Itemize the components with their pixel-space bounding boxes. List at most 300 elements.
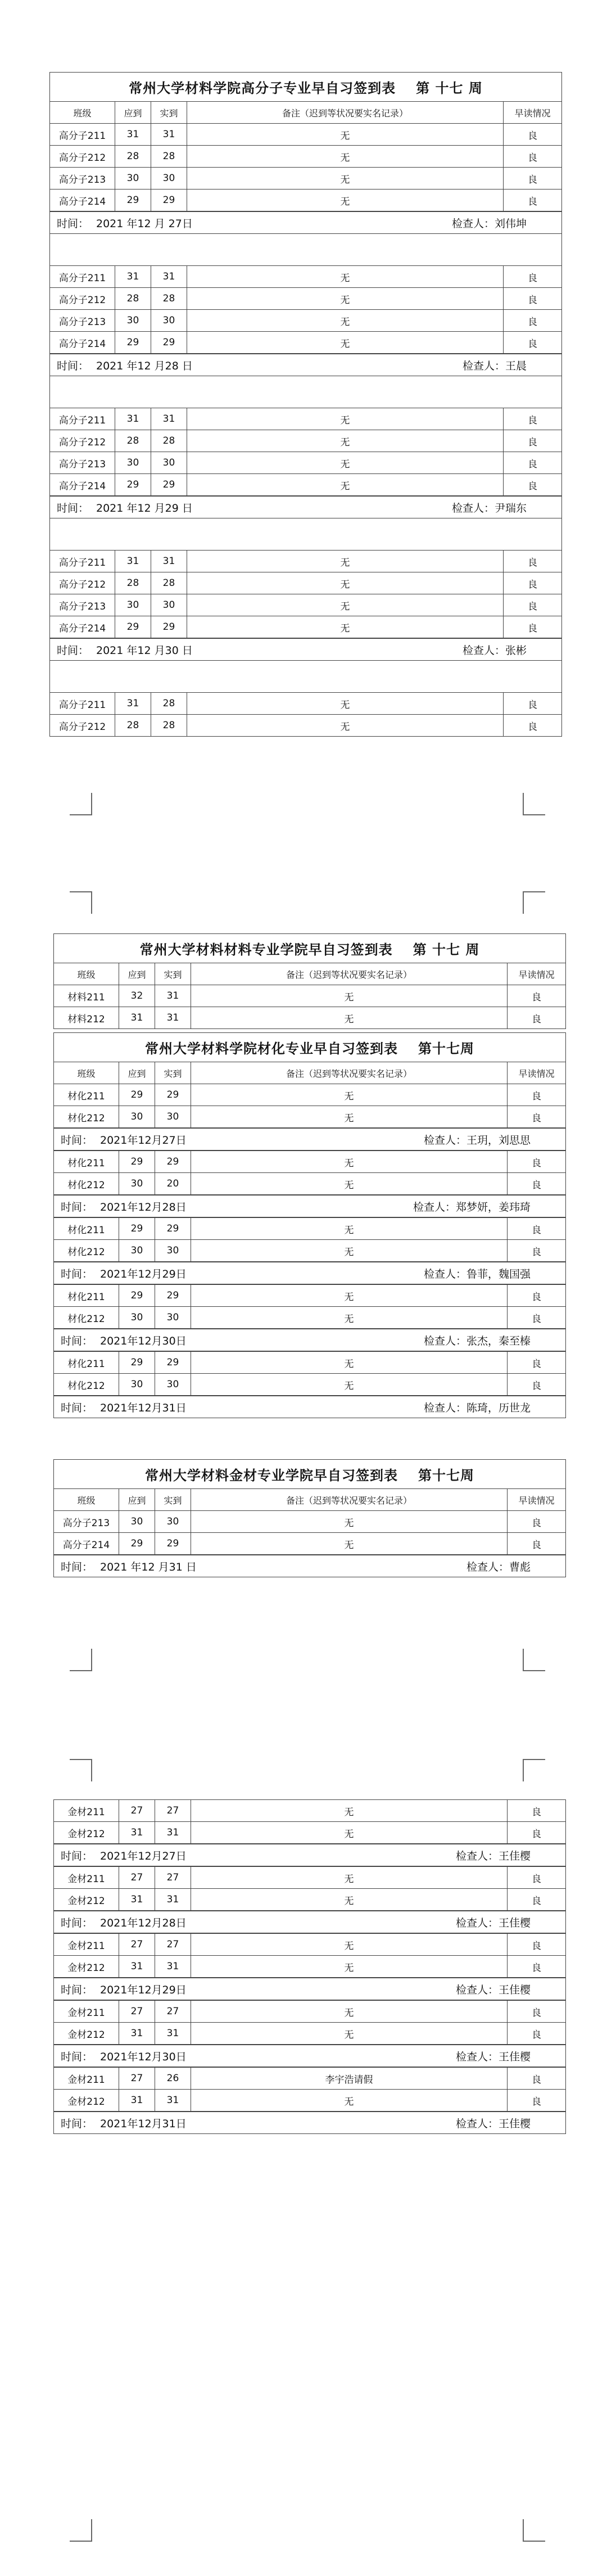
- class-cell: 高分子213: [50, 452, 115, 474]
- attendance-table: [49, 692, 562, 737]
- reading-cell: 良: [504, 332, 562, 354]
- sign-footer: [53, 1396, 566, 1418]
- reading-cell: 良: [504, 474, 562, 496]
- should-cell: 29: [119, 1285, 155, 1307]
- reading-cell: 良: [508, 2068, 566, 2090]
- actual-cell: 31: [155, 1956, 191, 1978]
- actual-cell: 30: [151, 452, 187, 474]
- header-cls: 班级: [54, 1062, 119, 1084]
- table-row: [50, 594, 562, 616]
- class-cell: 材化211: [54, 1218, 119, 1240]
- reading-cell: 良: [508, 985, 566, 1007]
- header-note: 备注（迟到等状况要实名记录）: [191, 1062, 508, 1084]
- actual-cell: 29: [155, 1084, 191, 1106]
- date-text: 2021 年12 月30 日: [96, 644, 193, 657]
- class-cell: 材化212: [54, 1374, 119, 1396]
- class-cell: 金材212: [54, 1956, 119, 1978]
- reading-cell: 良: [508, 1218, 566, 1240]
- inspector-text: 检查人：郑梦妍，姜玮琦: [413, 1201, 531, 1213]
- header-read: 早读情况: [508, 1062, 566, 1084]
- class-cell: 材化212: [54, 1106, 119, 1128]
- should-cell: 29: [119, 1533, 155, 1555]
- note-cell: 无: [191, 985, 508, 1007]
- note-cell: 无: [191, 1533, 508, 1555]
- time-label: 时间：: [61, 1201, 93, 1213]
- table-row: [54, 1822, 566, 1844]
- table-row: [54, 2068, 566, 2090]
- should-cell: 31: [115, 266, 151, 288]
- class-cell: 高分子212: [50, 288, 115, 310]
- note-cell: 无: [191, 1307, 508, 1329]
- reading-cell: 良: [508, 2001, 566, 2023]
- time-label: 时间：: [57, 644, 89, 657]
- crop-mark: [70, 1649, 92, 1671]
- reading-cell: 良: [508, 1240, 566, 1262]
- table-materials: [53, 933, 566, 1029]
- time-label: 时间：: [61, 1849, 93, 1862]
- actual-cell: 29: [155, 1285, 191, 1307]
- should-cell: 29: [115, 332, 151, 354]
- note-cell: 无: [191, 1151, 508, 1173]
- actual-cell: 28: [151, 146, 187, 168]
- header-read: 早读情况: [504, 102, 562, 124]
- actual-cell: 31: [155, 985, 191, 1007]
- actual-cell: 29: [155, 1151, 191, 1173]
- sign-footer: [49, 638, 562, 661]
- table-header-row: [50, 102, 562, 124]
- time-label: 时间：: [61, 1916, 93, 1929]
- table-row: [50, 474, 562, 496]
- note-cell: 无: [187, 146, 504, 168]
- inspector-text: 检查人：王玥，刘思思: [423, 1134, 531, 1147]
- attendance-table: [49, 265, 562, 354]
- attendance-table: [53, 1284, 566, 1329]
- attendance-table: [49, 408, 562, 496]
- sign-footer: [53, 1555, 566, 1577]
- should-cell: 29: [115, 616, 151, 638]
- spacer: [49, 661, 562, 692]
- note-cell: 无: [187, 693, 504, 715]
- table-title: 常州大学材料材料专业学院早自习签到表 第 十七 周: [53, 933, 566, 963]
- table-row: [54, 1285, 566, 1307]
- actual-cell: 30: [155, 1240, 191, 1262]
- header-actual: 实到: [155, 1489, 191, 1511]
- table-title: 常州大学材料学院高分子专业早自习签到表 第 十七 周: [49, 72, 562, 101]
- should-cell: 28: [115, 146, 151, 168]
- crop-mark: [523, 1759, 545, 1781]
- table-metals: [53, 1459, 566, 1577]
- table-row: [50, 572, 562, 594]
- reading-cell: 良: [508, 1822, 566, 1844]
- actual-cell: 29: [151, 190, 187, 211]
- sign-footer: [49, 354, 562, 376]
- actual-cell: 30: [151, 594, 187, 616]
- inspector-text: 检查人：张杰，秦至榛: [423, 1334, 531, 1347]
- should-cell: 27: [119, 1867, 155, 1889]
- reading-cell: 良: [504, 310, 562, 332]
- sign-footer: [53, 2112, 566, 2134]
- attendance-table: [53, 1799, 566, 1844]
- inspector-text: 检查人：王佳樱: [455, 2050, 531, 2063]
- spacer: [49, 234, 562, 265]
- note-cell: 无: [191, 1867, 508, 1889]
- actual-cell: 31: [155, 1889, 191, 1911]
- note-cell: 无: [191, 1374, 508, 1396]
- reading-cell: 良: [508, 1800, 566, 1822]
- actual-cell: 31: [155, 1007, 191, 1029]
- table-title: 常州大学材料学院材化专业早自习签到表 第十七周: [53, 1032, 566, 1062]
- table-row: [50, 616, 562, 638]
- time-label: 时间：: [61, 1334, 93, 1347]
- inspector-text: 检查人：陈琦，历世龙: [423, 1401, 531, 1414]
- should-cell: 31: [119, 1889, 155, 1911]
- table-row: [54, 1173, 566, 1195]
- table-row: [50, 168, 562, 190]
- table-row: [54, 1889, 566, 1911]
- should-cell: 29: [119, 1352, 155, 1374]
- sign-footer: [53, 1329, 566, 1351]
- date-text: 2021年12月30日: [100, 1334, 187, 1347]
- actual-cell: 30: [151, 168, 187, 190]
- actual-cell: 29: [151, 474, 187, 496]
- time-label: 时间：: [61, 1134, 93, 1147]
- table-row: [50, 693, 562, 715]
- note-cell: 无: [191, 1956, 508, 1978]
- actual-cell: 28: [151, 288, 187, 310]
- actual-cell: 27: [155, 1934, 191, 1956]
- date-text: 2021年12月31日: [100, 1401, 187, 1414]
- class-cell: 金材211: [54, 1867, 119, 1889]
- table-row: [50, 310, 562, 332]
- header-read: 早读情况: [508, 963, 566, 985]
- attendance-table: [49, 101, 562, 211]
- date-text: 2021年12月30日: [100, 2050, 187, 2063]
- class-cell: 高分子214: [50, 616, 115, 638]
- table-row: [54, 1867, 566, 1889]
- reading-cell: 良: [504, 146, 562, 168]
- table-row: [50, 715, 562, 737]
- reading-cell: 良: [504, 693, 562, 715]
- table-row: [50, 551, 562, 572]
- note-cell: 无: [191, 1511, 508, 1533]
- note-cell: 无: [191, 1889, 508, 1911]
- note-cell: 无: [187, 572, 504, 594]
- table-row: [50, 332, 562, 354]
- table-row: [50, 452, 562, 474]
- page-3: [0, 1799, 607, 2576]
- header-should: 应到: [119, 963, 155, 985]
- note-cell: 无: [191, 1352, 508, 1374]
- class-cell: 高分子212: [50, 715, 115, 737]
- sign-footer: [53, 1911, 566, 1933]
- header-note: 备注（迟到等状况要实名记录）: [191, 963, 508, 985]
- crop-mark: [70, 1759, 92, 1781]
- date-text: 2021年12月28日: [100, 1201, 187, 1213]
- class-cell: 金材212: [54, 1822, 119, 1844]
- actual-cell: 31: [151, 124, 187, 146]
- reading-cell: 良: [504, 266, 562, 288]
- should-cell: 30: [119, 1374, 155, 1396]
- reading-cell: 良: [508, 1867, 566, 1889]
- inspector-text: 检查人：王佳樱: [455, 1983, 531, 1996]
- class-cell: 高分子211: [50, 551, 115, 572]
- reading-cell: 良: [508, 1956, 566, 1978]
- actual-cell: 28: [151, 430, 187, 452]
- reading-cell: 良: [504, 124, 562, 146]
- page-1: [0, 0, 607, 804]
- note-cell: 无: [191, 2023, 508, 2045]
- reading-cell: 良: [508, 1007, 566, 1029]
- date-text: 2021 年12 月31 日: [100, 1560, 197, 1573]
- table-row: [54, 1956, 566, 1978]
- class-cell: 金材211: [54, 2068, 119, 2090]
- note-cell: 无: [187, 551, 504, 572]
- reading-cell: 良: [508, 1307, 566, 1329]
- time-label: 时间：: [61, 2050, 93, 2063]
- reading-cell: 良: [504, 572, 562, 594]
- class-cell: 材料212: [54, 1007, 119, 1029]
- should-cell: 27: [119, 2001, 155, 2023]
- should-cell: 28: [115, 715, 151, 737]
- note-cell: 无: [191, 1218, 508, 1240]
- table-row: [50, 408, 562, 430]
- class-cell: 材料211: [54, 985, 119, 1007]
- table-row: [50, 288, 562, 310]
- crop-mark: [523, 1649, 545, 1671]
- should-cell: 31: [115, 124, 151, 146]
- crop-mark: [70, 2519, 92, 2542]
- should-cell: 31: [119, 1822, 155, 1844]
- inspector-text: 检查人：王佳樱: [455, 1849, 531, 1862]
- actual-cell: 30: [155, 1511, 191, 1533]
- should-cell: 31: [115, 551, 151, 572]
- actual-cell: 27: [155, 1867, 191, 1889]
- should-cell: 30: [115, 310, 151, 332]
- inspector-text: 检查人：尹瑞东: [451, 502, 527, 515]
- class-cell: 高分子213: [50, 594, 115, 616]
- class-cell: 高分子213: [54, 1511, 119, 1533]
- should-cell: 30: [115, 168, 151, 190]
- time-label: 时间：: [57, 217, 89, 230]
- actual-cell: 30: [155, 1106, 191, 1128]
- class-cell: 高分子214: [54, 1533, 119, 1555]
- actual-cell: 30: [155, 1374, 191, 1396]
- class-cell: 金材212: [54, 2023, 119, 2045]
- reading-cell: 良: [508, 1106, 566, 1128]
- actual-cell: 28: [151, 693, 187, 715]
- table-row: [54, 1151, 566, 1173]
- sign-footer: [53, 1128, 566, 1151]
- header-cls: 班级: [54, 1489, 119, 1511]
- table-row: [54, 1240, 566, 1262]
- table-metals-cont: [53, 1799, 566, 2134]
- should-cell: 32: [119, 985, 155, 1007]
- actual-cell: 31: [155, 1822, 191, 1844]
- table-header-row: [54, 963, 566, 985]
- should-cell: 30: [115, 594, 151, 616]
- note-cell: 无: [187, 168, 504, 190]
- sign-footer: [53, 2045, 566, 2067]
- table-row: [54, 1374, 566, 1396]
- note-cell: 无: [187, 332, 504, 354]
- should-cell: 29: [115, 474, 151, 496]
- note-cell: 无: [191, 1173, 508, 1195]
- actual-cell: 29: [155, 1352, 191, 1374]
- actual-cell: 27: [155, 1800, 191, 1822]
- actual-cell: 20: [155, 1173, 191, 1195]
- time-label: 时间：: [61, 1560, 93, 1573]
- crop-mark: [70, 891, 92, 914]
- should-cell: 30: [119, 1106, 155, 1128]
- actual-cell: 26: [155, 2068, 191, 2090]
- actual-cell: 28: [151, 715, 187, 737]
- reading-cell: 良: [508, 1374, 566, 1396]
- note-cell: 无: [191, 2090, 508, 2112]
- note-cell: 无: [191, 1106, 508, 1128]
- should-cell: 28: [115, 288, 151, 310]
- should-cell: 27: [119, 1934, 155, 1956]
- note-cell: 李宇浩请假: [191, 2068, 508, 2090]
- table-row: [54, 2023, 566, 2045]
- class-cell: 高分子213: [50, 168, 115, 190]
- actual-cell: 30: [155, 1307, 191, 1329]
- note-cell: 无: [191, 1822, 508, 1844]
- actual-cell: 30: [151, 310, 187, 332]
- inspector-text: 检查人：张彬: [462, 644, 527, 657]
- class-cell: 高分子212: [50, 430, 115, 452]
- table-polymer: [49, 72, 562, 737]
- attendance-table: [53, 1151, 566, 1195]
- attendance-table: [53, 1488, 566, 1555]
- note-cell: 无: [191, 2001, 508, 2023]
- header-read: 早读情况: [508, 1489, 566, 1511]
- attendance-table: [53, 1866, 566, 1911]
- actual-cell: 31: [151, 408, 187, 430]
- should-cell: 31: [115, 408, 151, 430]
- should-cell: 29: [119, 1151, 155, 1173]
- reading-cell: 良: [504, 715, 562, 737]
- table-row: [50, 146, 562, 168]
- note-cell: 无: [187, 715, 504, 737]
- sign-footer: [53, 1844, 566, 1866]
- inspector-text: 检查人：王晨: [462, 359, 527, 372]
- class-cell: 金材212: [54, 1889, 119, 1911]
- should-cell: 30: [119, 1307, 155, 1329]
- table-row: [50, 190, 562, 211]
- reading-cell: 良: [508, 1084, 566, 1106]
- should-cell: 30: [119, 1240, 155, 1262]
- should-cell: 29: [115, 190, 151, 211]
- sign-footer: [49, 496, 562, 518]
- inspector-text: 检查人：王佳樱: [455, 2117, 531, 2130]
- date-text: 2021年12月29日: [100, 1983, 187, 1996]
- should-cell: 31: [119, 2090, 155, 2112]
- reading-cell: 良: [508, 1533, 566, 1555]
- reading-cell: 良: [508, 1151, 566, 1173]
- header-cls: 班级: [54, 963, 119, 985]
- table-row: [50, 266, 562, 288]
- table-row: [54, 1106, 566, 1128]
- note-cell: 无: [187, 408, 504, 430]
- table-row: [50, 124, 562, 146]
- attendance-table: [53, 963, 566, 1029]
- date-text: 2021 年12 月 27日: [96, 217, 193, 230]
- note-cell: 无: [187, 190, 504, 211]
- table-row: [54, 2090, 566, 2112]
- class-cell: 金材211: [54, 1934, 119, 1956]
- time-label: 时间：: [57, 359, 89, 372]
- header-note: 备注（迟到等状况要实名记录）: [187, 102, 504, 124]
- class-cell: 高分子212: [50, 146, 115, 168]
- reading-cell: 良: [504, 594, 562, 616]
- spacer: [49, 376, 562, 408]
- crop-mark: [523, 793, 545, 815]
- note-cell: 无: [191, 1934, 508, 1956]
- class-cell: 高分子211: [50, 266, 115, 288]
- note-cell: 无: [187, 474, 504, 496]
- note-cell: 无: [187, 310, 504, 332]
- actual-cell: 29: [151, 332, 187, 354]
- reading-cell: 良: [504, 452, 562, 474]
- class-cell: 高分子211: [50, 124, 115, 146]
- class-cell: 高分子211: [50, 408, 115, 430]
- inspector-text: 检查人：曹彪: [466, 1560, 531, 1573]
- reading-cell: 良: [504, 168, 562, 190]
- note-cell: 无: [191, 1007, 508, 1029]
- note-cell: 无: [187, 616, 504, 638]
- should-cell: 27: [119, 1800, 155, 1822]
- inspector-text: 检查人：王佳樱: [455, 1916, 531, 1929]
- actual-cell: 31: [151, 551, 187, 572]
- actual-cell: 28: [151, 572, 187, 594]
- table-header-row: [54, 1062, 566, 1084]
- actual-cell: 31: [151, 266, 187, 288]
- time-label: 时间：: [61, 1267, 93, 1280]
- time-label: 时间：: [57, 502, 89, 515]
- actual-cell: 29: [155, 1218, 191, 1240]
- table-row: [54, 2001, 566, 2023]
- reading-cell: 良: [508, 1352, 566, 1374]
- should-cell: 31: [119, 1007, 155, 1029]
- table-row: [54, 1007, 566, 1029]
- should-cell: 30: [119, 1511, 155, 1533]
- table-row: [54, 1934, 566, 1956]
- attendance-table: [53, 2000, 566, 2045]
- attendance-table: [53, 1062, 566, 1128]
- should-cell: 29: [119, 1084, 155, 1106]
- date-text: 2021年12月27日: [100, 1134, 187, 1147]
- sign-footer: [53, 1978, 566, 2000]
- note-cell: 无: [187, 430, 504, 452]
- header-actual: 实到: [151, 102, 187, 124]
- table-row: [54, 1218, 566, 1240]
- header-actual: 实到: [155, 963, 191, 985]
- should-cell: 29: [119, 1218, 155, 1240]
- crop-mark: [70, 793, 92, 815]
- actual-cell: 31: [155, 2090, 191, 2112]
- note-cell: 无: [191, 1240, 508, 1262]
- crop-mark: [523, 891, 545, 914]
- attendance-table: [53, 2067, 566, 2112]
- date-text: 2021年12月27日: [100, 1849, 187, 1862]
- class-cell: 材化212: [54, 1173, 119, 1195]
- note-cell: 无: [191, 1084, 508, 1106]
- page-2: [0, 933, 607, 1636]
- table-row: [54, 1511, 566, 1533]
- should-cell: 28: [115, 572, 151, 594]
- date-text: 2021年12月29日: [100, 1267, 187, 1280]
- sign-footer: [49, 211, 562, 234]
